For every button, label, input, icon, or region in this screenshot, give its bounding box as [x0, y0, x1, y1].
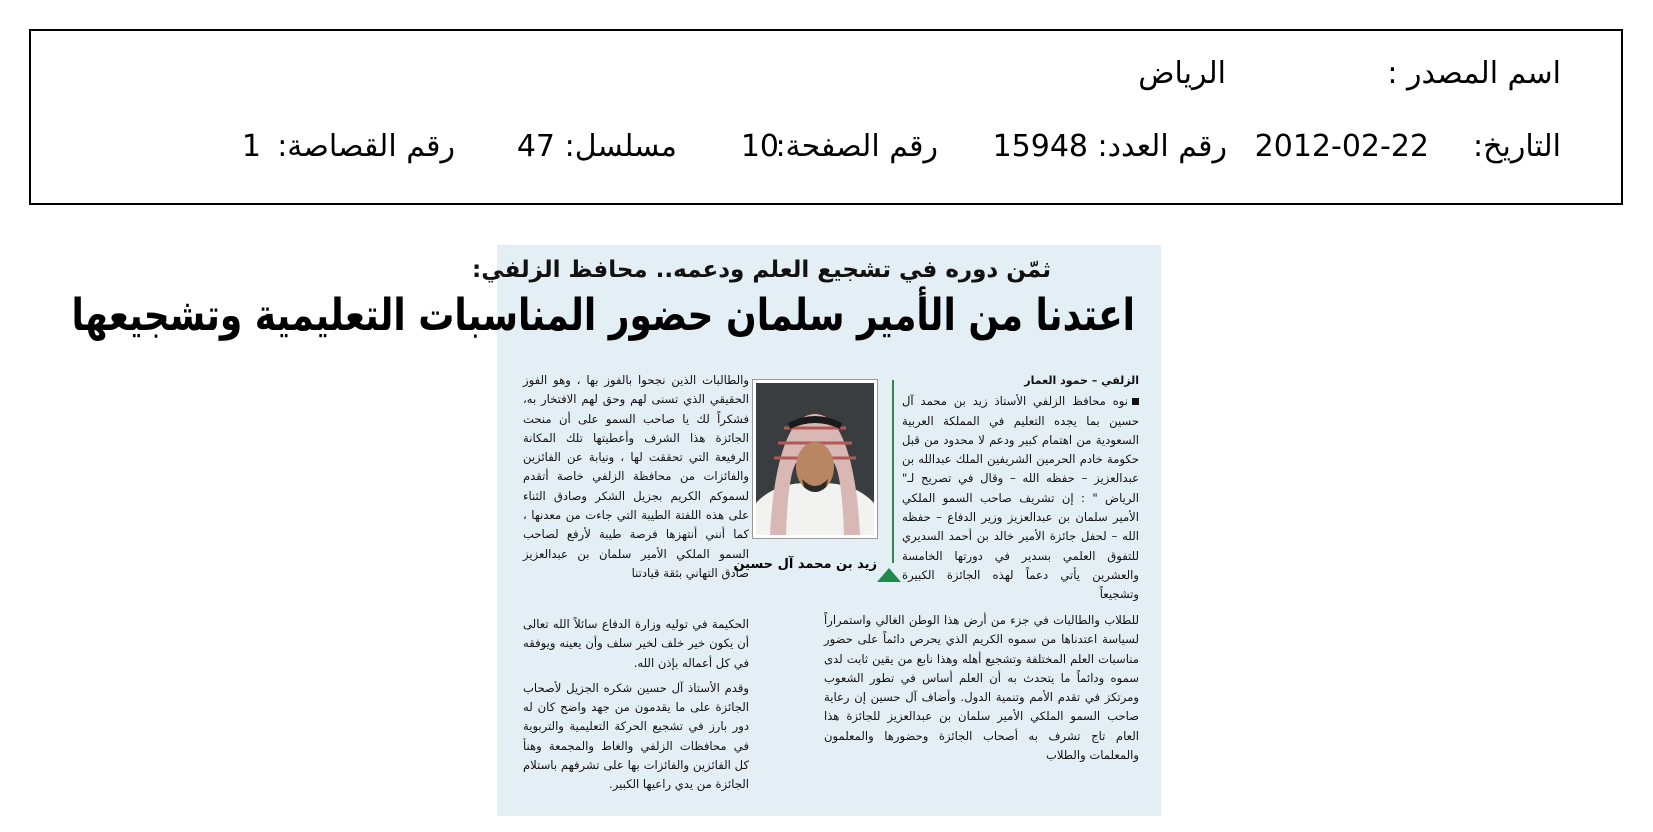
issue-value: 15948 — [992, 129, 1088, 164]
article-byline: الزلفي – حمود العمار — [1024, 374, 1139, 387]
portrait-illustration — [756, 383, 874, 535]
right-bottom-text: للطلاب والطالبات في جزء من أرض هذا الوطن الغالي واستمراراً لسياسة اعتدناها من سموه الكريم الذي يحرص دائماً على حضور مناسبات العلم المختلفة وتشجيع أهله وهذا نابع من يقين ثابت لدى سموه ودائماً ما يتحدث به أن العلم أساس في تطور الشعوب ومرتكز في تقدم الأمم وتنمية الدول. وأضاف آل حسين إن رعاية صاحب السمو الملكي الأمير سلمان بن عبدالعزيز للجائزة هذا العام تاج تشرف به أصحاب الجائزة وحضورها والمعلمون والمعلمات والطلاب — [824, 613, 1139, 763]
article-headline: اعتدنا من الأمير سلمان حضور المناسبات التعليمية وتشجيعها — [71, 291, 1135, 342]
right-column-text: نوه محافظ الزلفي الأستاذ زيد بن محمد آل حسين بما يجده التعليم في المملكة العربية السعودية من اهتمام كبير ودعم لا محدود من قبل حكومة خادم الحرمين الشريفين الملك عبدالله بن عبدالعزيز – حفظه الله – وقال في تصريح لـ" الرياض " : إن تشريف صاحب السمو الملكي الأمير سلمان بن عبدالعزيز وزير الدفاع – حفظه الله – لحفل جائزة الأمير خالد بن أحمد السديري للتفوق العلمي بسدير في دورتها الخامسة والعشرين يأتي دعماً لهذه الجائزة الكبيرة وتشجيعاً — [902, 394, 1139, 602]
page-label: رقم الصفحة: — [775, 129, 938, 164]
article-right-column — [902, 371, 1139, 605]
issue-label: رقم العدد: — [1097, 129, 1227, 164]
date-value: 2012-02-22 — [1254, 129, 1429, 164]
source-info-box — [29, 29, 1623, 205]
article-kicker: ثمّن دوره في تشجيع العلم ودعمه.. محافظ الزلفي: — [472, 257, 1051, 283]
portrait-photo — [753, 380, 877, 538]
photo-caption: زيد بن محمد آل حسين — [733, 557, 877, 572]
serial-value: 47 — [516, 129, 555, 164]
clipping-value: 1 — [241, 129, 261, 164]
article-left-column — [523, 371, 749, 583]
date-label: التاريخ: — [1473, 129, 1561, 164]
clipping-label: رقم القصاصة: — [277, 129, 455, 164]
source-label: اسم المصدر : — [1387, 56, 1561, 91]
newspaper-clipping — [71, 245, 1161, 816]
serial-label: مسلسل: — [564, 129, 677, 164]
article-right-column-bottom — [824, 611, 1139, 765]
left-bottom-paragraph-1: الحكيمة في توليه وزارة الدفاع سائلاً الله تعالى أن يكون خير خلف لخير سلف وأن يعينه ويوفقه في كل أعماله بإذن الله. — [523, 617, 749, 670]
page-value: 10 — [740, 129, 779, 164]
source-value: الرياض — [1138, 56, 1226, 91]
green-divider — [892, 380, 894, 563]
bullet-square-icon — [1132, 398, 1139, 405]
left-column-text: والطالبات الذين نجحوا بالفوز بها ، وهو الفوز الحقيقي الذي تسنى لهم وحق لهم الافتخار به، فشكراً لك يا صاحب السمو على أن منحت الجائزة هذا الشرف وأعطيتها تلك المكانة الرفيعة التي تحققت لها ، ونيابة عن الفائزين والفائزات من محافظة الزلفي خاصة أتقدم لسموكم الكريم بجزيل الشكر وصادق الثناء على هذه اللفتة الطيبة التي جاءت من معدنها ، كما أنني أنتهزها فرصة طيبة لأرفع لصاحب السمو الملكي الأمير سلمان بن عبدالعزيز صادق التهاني بثقة قيادتنا — [523, 373, 749, 580]
article-left-column-bottom — [523, 615, 749, 795]
triangle-marker-icon — [877, 568, 901, 582]
left-bottom-paragraph-2: وقدم الأستاذ آل حسين شكره الجزيل لأصحاب الجائزة على ما يقدمون من جهد واضح كان له دور بارز في تشجيع الحركة التعليمية والتربوية في محافظات الزلفي والغاط والمجمعة وهنأ كل الفائزين والفائزات بها على تشرفهم باستلام الجائزة من يدي راعيها الكبير. — [523, 680, 749, 792]
